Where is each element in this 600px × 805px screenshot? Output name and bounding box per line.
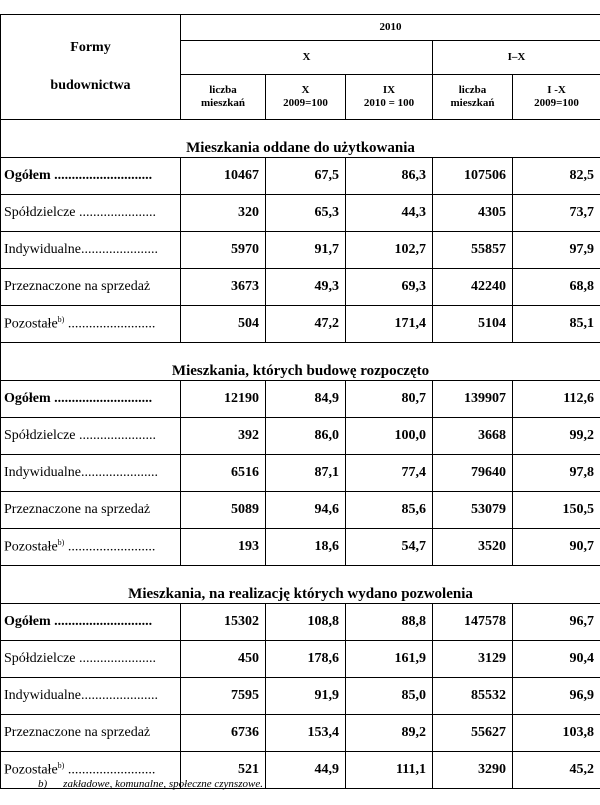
table-cell: 69,3 <box>346 269 433 306</box>
table-cell: 85,0 <box>346 678 433 715</box>
table-row <box>1 492 600 529</box>
footnote-text: zakładowe, komunalne, społeczne czynszowe. <box>63 778 263 790</box>
table-cell: 65,3 <box>266 195 346 232</box>
column-header-3 <box>433 75 513 120</box>
row-label-text: Przeznaczone na sprzedaż <box>4 279 151 294</box>
row-label-text: Indywidualne...................... <box>4 465 158 480</box>
row-label <box>1 418 181 455</box>
table-cell: 90,7 <box>513 529 600 566</box>
table-cell: 86,0 <box>266 418 346 455</box>
table-row <box>1 529 600 566</box>
table-row <box>1 455 600 492</box>
table-cell: 99,2 <box>513 418 600 455</box>
table-cell: 67,5 <box>266 158 346 195</box>
column-header-line2: 2009=100 <box>283 97 328 109</box>
row-label-text: Ogółem ............................ <box>4 614 153 629</box>
footnote-ref: b) <box>57 315 65 325</box>
table-cell: 54,7 <box>346 529 433 566</box>
group-x-header: X <box>181 41 433 75</box>
table-cell: 45,2 <box>513 752 600 789</box>
row-label-text: Pozostałe <box>4 539 58 555</box>
row-label-text: Przeznaczone na sprzedaż <box>4 725 151 740</box>
table-cell: 100,0 <box>346 418 433 455</box>
table-cell: 5089 <box>181 492 266 529</box>
table-cell: 85,1 <box>513 306 600 343</box>
row-label-leader: ......................... <box>64 316 156 332</box>
table-cell: 504 <box>181 306 266 343</box>
row-label <box>1 158 181 195</box>
section-title: Mieszkania, których budowę rozpoczęto <box>1 343 600 381</box>
row-label-leader: ......................... <box>64 539 156 555</box>
row-label <box>1 641 181 678</box>
column-header-line2: 2010 = 100 <box>363 97 415 109</box>
table-cell: 10467 <box>181 158 266 195</box>
row-label-text: Spółdzielcze ...................... <box>4 651 157 666</box>
table-cell: 392 <box>181 418 266 455</box>
row-label <box>1 306 181 343</box>
column-header-0 <box>181 75 266 120</box>
table-cell: 96,7 <box>513 604 600 641</box>
table-cell: 3129 <box>433 641 513 678</box>
row-label-text: Pozostałe <box>4 316 58 332</box>
section-title: Mieszkania oddane do użytkowania <box>1 120 600 158</box>
column-header-4 <box>513 75 600 120</box>
table-cell: 111,1 <box>346 752 433 789</box>
table-cell: 15302 <box>181 604 266 641</box>
table-cell: 42240 <box>433 269 513 306</box>
footnote-ref: b) <box>57 761 65 771</box>
table-cell: 84,9 <box>266 381 346 418</box>
table-cell: 153,4 <box>266 715 346 752</box>
forms-header-cell <box>1 15 181 120</box>
table-cell: 12190 <box>181 381 266 418</box>
table-cell: 147578 <box>433 604 513 641</box>
row-label-leader: ......................... <box>64 762 156 778</box>
table-cell: 79640 <box>433 455 513 492</box>
table-cell: 97,9 <box>513 232 600 269</box>
footnote <box>38 778 263 790</box>
row-label <box>1 529 181 566</box>
table-cell: 91,7 <box>266 232 346 269</box>
column-header-line2: mieszkań <box>450 97 495 109</box>
footnote-mark: b) <box>38 778 48 790</box>
row-label-text: Spółdzielcze ...................... <box>4 205 157 220</box>
table-cell: 44,3 <box>346 195 433 232</box>
row-label-text: Ogółem ............................ <box>4 168 153 183</box>
table-row <box>1 418 600 455</box>
table-cell: 55627 <box>433 715 513 752</box>
table-row <box>1 195 600 232</box>
table-cell: 87,1 <box>266 455 346 492</box>
section-header-row <box>1 120 600 158</box>
row-label-text: Pozostałe <box>4 762 58 778</box>
table-cell: 3290 <box>433 752 513 789</box>
table-cell: 68,8 <box>513 269 600 306</box>
row-label <box>1 715 181 752</box>
table-cell: 89,2 <box>346 715 433 752</box>
table-row <box>1 604 600 641</box>
table-cell: 85532 <box>433 678 513 715</box>
table-cell: 77,4 <box>346 455 433 492</box>
table-cell: 5970 <box>181 232 266 269</box>
table-row <box>1 232 600 269</box>
row-label-text: Indywidualne...................... <box>4 688 158 703</box>
table-cell: 107506 <box>433 158 513 195</box>
table-cell: 96,9 <box>513 678 600 715</box>
column-header-line2: 2009=100 <box>534 97 579 109</box>
table-cell: 49,3 <box>266 269 346 306</box>
table-cell: 5104 <box>433 306 513 343</box>
table-cell: 4305 <box>433 195 513 232</box>
year-header: 2010 <box>181 15 600 41</box>
table-cell: 102,7 <box>346 232 433 269</box>
table-cell: 178,6 <box>266 641 346 678</box>
table-cell: 3668 <box>433 418 513 455</box>
table-cell: 73,7 <box>513 195 600 232</box>
column-header-1 <box>266 75 346 120</box>
row-label-text: Spółdzielcze ...................... <box>4 428 157 443</box>
table-cell: 521 <box>181 752 266 789</box>
table-cell: 7595 <box>181 678 266 715</box>
table-row <box>1 715 600 752</box>
row-label <box>1 678 181 715</box>
group-ix-header: I–X <box>433 41 600 75</box>
table-cell: 91,9 <box>266 678 346 715</box>
column-header-2 <box>346 75 433 120</box>
table-cell: 112,6 <box>513 381 600 418</box>
table-cell: 82,5 <box>513 158 600 195</box>
table-cell: 171,4 <box>346 306 433 343</box>
row-label <box>1 604 181 641</box>
table-cell: 18,6 <box>266 529 346 566</box>
row-label <box>1 269 181 306</box>
table-cell: 94,6 <box>266 492 346 529</box>
table-cell: 3520 <box>433 529 513 566</box>
table-cell: 55857 <box>433 232 513 269</box>
table-row <box>1 641 600 678</box>
row-label <box>1 381 181 418</box>
table-cell: 150,5 <box>513 492 600 529</box>
row-label-text: Ogółem ............................ <box>4 391 153 406</box>
forms-label-line2: budownictwa <box>50 78 131 93</box>
column-header-line1: I -X <box>547 84 566 96</box>
table-cell: 86,3 <box>346 158 433 195</box>
table-cell: 320 <box>181 195 266 232</box>
column-header-line1: IX <box>382 84 396 96</box>
table-cell: 85,6 <box>346 492 433 529</box>
section-header-row <box>1 566 600 604</box>
row-label <box>1 492 181 529</box>
table-cell: 88,8 <box>346 604 433 641</box>
table-row <box>1 158 600 195</box>
forms-label-line1: Formy <box>70 40 111 55</box>
table-cell: 3673 <box>181 269 266 306</box>
column-header-line2: mieszkań <box>201 97 245 109</box>
table-cell: 139907 <box>433 381 513 418</box>
row-label <box>1 232 181 269</box>
section-title: Mieszkania, na realizację których wydano pozwolenia <box>1 566 600 604</box>
table-cell: 193 <box>181 529 266 566</box>
table-cell: 47,2 <box>266 306 346 343</box>
column-header-line1: liczba <box>209 84 237 96</box>
table-row <box>1 381 600 418</box>
column-header-line1: X <box>301 84 310 96</box>
column-header-line1: liczba <box>458 84 487 96</box>
table-cell: 6516 <box>181 455 266 492</box>
footnote-ref: b) <box>57 538 65 548</box>
table-row <box>1 678 600 715</box>
table-cell: 53079 <box>433 492 513 529</box>
housing-table <box>0 14 600 789</box>
table-row <box>1 269 600 306</box>
table-cell: 80,7 <box>346 381 433 418</box>
table-cell: 103,8 <box>513 715 600 752</box>
table-row <box>1 306 600 343</box>
row-label <box>1 455 181 492</box>
table-cell: 161,9 <box>346 641 433 678</box>
table-cell: 44,9 <box>266 752 346 789</box>
table-cell: 6736 <box>181 715 266 752</box>
table-cell: 108,8 <box>266 604 346 641</box>
row-label-text: Przeznaczone na sprzedaż <box>4 502 151 517</box>
table-cell: 450 <box>181 641 266 678</box>
section-header-row <box>1 343 600 381</box>
row-label-text: Indywidualne...................... <box>4 242 158 257</box>
table-cell: 97,8 <box>513 455 600 492</box>
row-label <box>1 195 181 232</box>
table-cell: 90,4 <box>513 641 600 678</box>
